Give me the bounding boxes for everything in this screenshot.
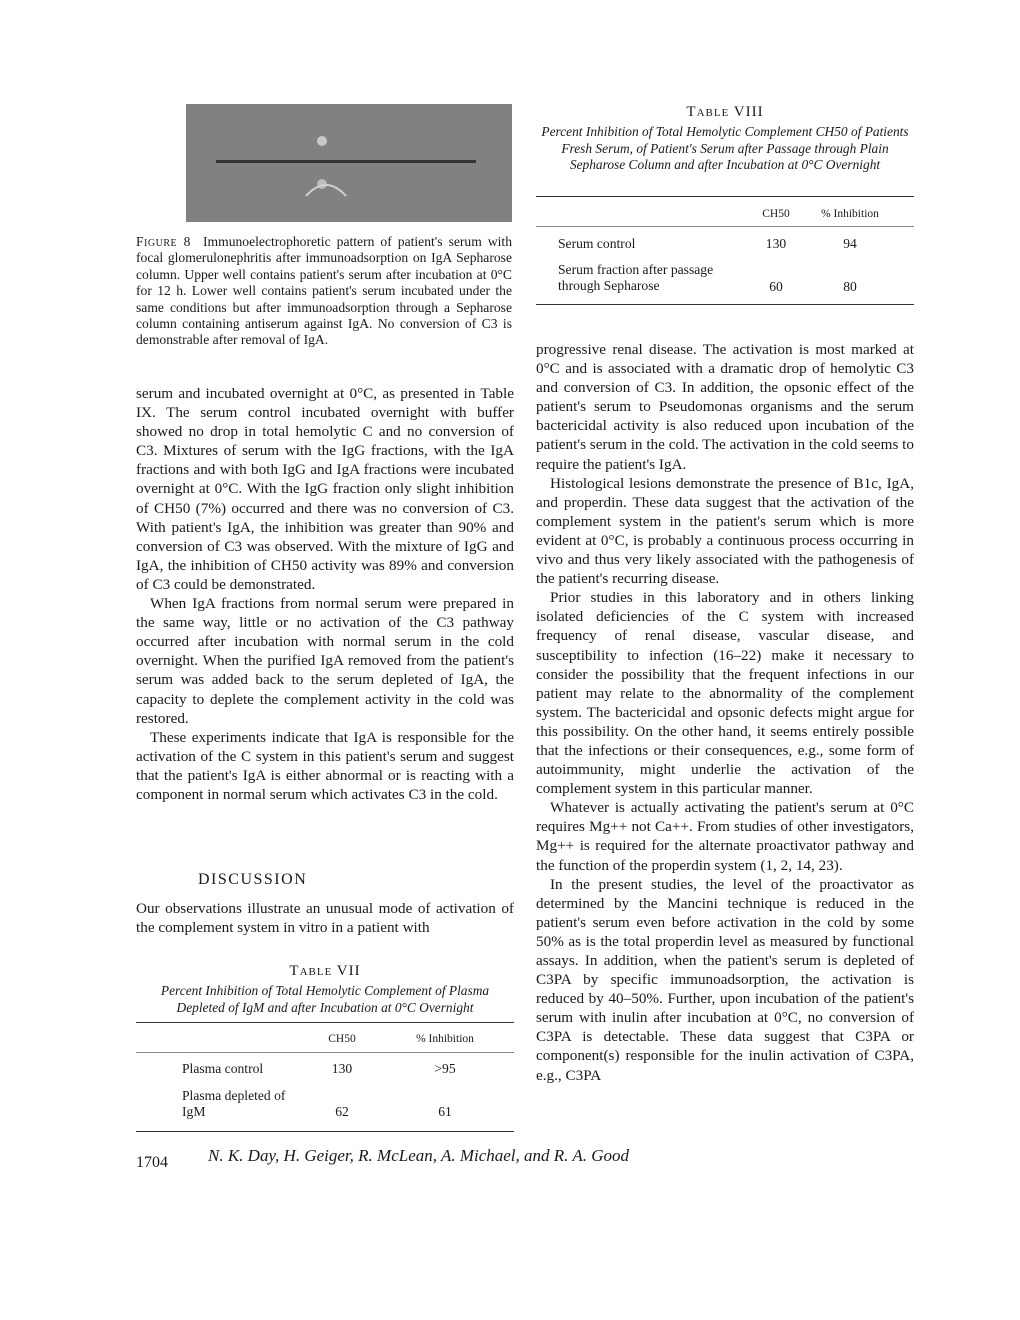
immunoelectrophoresis-figure — [186, 104, 512, 222]
table7-header-ch50: CH50 — [328, 1033, 356, 1045]
figure-caption-text: Immunoelectrophoretic pattern of patient's serum with focal glomerulonephritis after immunoadsorption on IgA Sepharose column. Upper well contains patient's serum after incubation at 0°C for 12 h. Lower well contains patient's serum incubated under the same conditions but after immunoadsorption through a Sepharose column containing antiserum against IgA. No conversion of C3 is demonstrable after removal of IgA. — [136, 234, 512, 348]
table8-header-rule — [536, 226, 914, 227]
table8-row2-inhibition: 80 — [843, 279, 857, 294]
table8-top-rule — [536, 196, 914, 197]
table8-row1-ch50: 130 — [765, 236, 787, 251]
discussion-heading: DISCUSSION — [198, 871, 308, 888]
paragraph: Our observations illustrate an unusual mode of activation of the complement system in vitro in a patient with — [136, 900, 514, 937]
paragraph: In the present studies, the level of the proactivator as determined by the Mancini technique is reduced in the patient's serum even before activation in the cold by some 50% as is the total properdin level as measured by functional assays. In addition, when the patient's serum is depleted of C3PA by specific immunoadsorption, the activation is reduced by 40–50%. Further, upon incubation of the patient's serum with inulin after incubation at 0°C, no conversion of C3PA is detectable. These data suggest that C3PA or component(s) responsible for the inulin activation of C3PA, e.g., C3PA — [536, 875, 914, 1084]
figure-label: Figure 8 — [136, 234, 191, 249]
table7-row2-label: Plasma depleted of IgM — [182, 1088, 286, 1119]
paragraph: Histological lesions demonstrate the presence of B1c, IgA, and properdin. These data suggest that the activation of the complement system in the patient's serum which is more evident at 0°C, is probably a continuous process occurring in vivo and thus very likely associated with the pathogenesis of the patient's recurring disease. — [536, 474, 914, 588]
figure-caption — [136, 234, 512, 349]
table8-header-ch50: CH50 — [762, 208, 790, 220]
table8-title: Table VIII — [686, 104, 764, 120]
table7-row1-inhibition: >95 — [434, 1061, 456, 1076]
left-column-text — [136, 384, 514, 804]
table8-subtitle: Percent Inhibition of Total Hemolytic Complement CH50 of Patients Fresh Serum, of Patient's Serum after Passage through Plain Sepharose Column and after Incubation at 0°C Overnight — [541, 124, 909, 173]
running-footer-authors: N. K. Day, H. Geiger, R. McLean, A. Michael, and R. A. Good — [208, 1146, 630, 1165]
table8-row1-inhibition: 94 — [843, 236, 857, 251]
table7-bottom-rule — [136, 1131, 514, 1132]
paragraph: serum and incubated overnight at 0°C, as presented in Table IX. The serum control incubated overnight with buffer showed no drop in total hemolytic C and no conversion of C3. Mixtures of serum with the IgG fractions, with the IgA fractions and with both IgG and IgA fractions were incubated overnight at 0°C. With the IgG fraction only slight inhibition of CH50 (7%) occurred and there was no conversion of C3. With patient's IgA, the inhibition was greater than 90% and conversion of C3 was observed. With the mixture of IgG and IgA, the inhibition of CH50 activity was 89% and conversion of C3 could be demonstrated. — [136, 385, 514, 593]
page-number: 1704 — [136, 1154, 168, 1171]
table8-row1-label: Serum control — [558, 236, 636, 251]
table7-title: Table VII — [289, 963, 361, 979]
discussion-paragraph — [136, 899, 514, 937]
table7-row2-ch50: 62 — [335, 1104, 349, 1119]
right-column-text — [536, 340, 914, 1085]
table7-row1-ch50: 130 — [331, 1061, 353, 1076]
paragraph: Whatever is actually activating the patient's serum at 0°C requires Mg++ not Ca++. From studies of other investigators, Mg++ is required for the alternate proactivator pathway and the function of the properdin system (1, 2, 14, 23). — [536, 799, 914, 874]
table7-subtitle: Percent Inhibition of Total Hemolytic Complement of Plasma Depleted of IgM and after Incubation at 0°C Overnight — [160, 983, 490, 1015]
paragraph: Prior studies in this laboratory and in others linking isolated deficiencies of the C system with increased frequency of renal disease, vascular disease, and susceptibility to infection (16–22) make it necessary to consider the possibility that the frequent infections in our patient may relate to the abnormality of the complement system. The bactericidal and opsonic defects might argue for this possibility. On the other hand, it seems entirely possible that the infections or their consequences, e.g., some form of autoimmunity, might underlie the activation of the complement system in this particular manner. — [536, 589, 914, 798]
table7-row2-inhibition: 61 — [438, 1104, 452, 1119]
table8-header-inhibition: % Inhibition — [821, 208, 879, 220]
table8-row2-ch50: 60 — [769, 279, 783, 294]
table7-row1-label: Plasma control — [182, 1061, 264, 1076]
table7-header-rule — [136, 1052, 514, 1053]
gel-image — [186, 104, 512, 222]
paragraph: These experiments indicate that IgA is responsible for the activation of the C system in this patient's serum and suggest that the patient's IgA is either abnormal or is reacting with a component in normal serum which activates C3 in the cold. — [136, 728, 514, 803]
table7-top-rule — [136, 1022, 514, 1023]
table8-bottom-rule — [536, 304, 914, 305]
table8-row2-label: Serum fraction after passage through Sepharose — [558, 262, 714, 293]
paragraph: progressive renal disease. The activation is most marked at 0°C and is associated with a dramatic drop of hemolytic C3 and conversion of C3. In addition, the opsonic effect of the patient's serum to Pseudomonas organisms and the serum bactericidal activity is also reduced upon incubation of the patient's serum in the cold. The activation in the cold seems to require the patient's IgA. — [536, 341, 914, 473]
paragraph: When IgA fractions from normal serum were prepared in the same way, little or no activation of the C3 pathway occurred after incubation with normal serum in the cold overnight. When the purified IgA removed from the patient's serum was added back to the serum depleted of IgA, the capacity to deplete the complement activity in the cold was restored. — [136, 595, 514, 727]
table7-header-inhibition: % Inhibition — [416, 1033, 474, 1045]
